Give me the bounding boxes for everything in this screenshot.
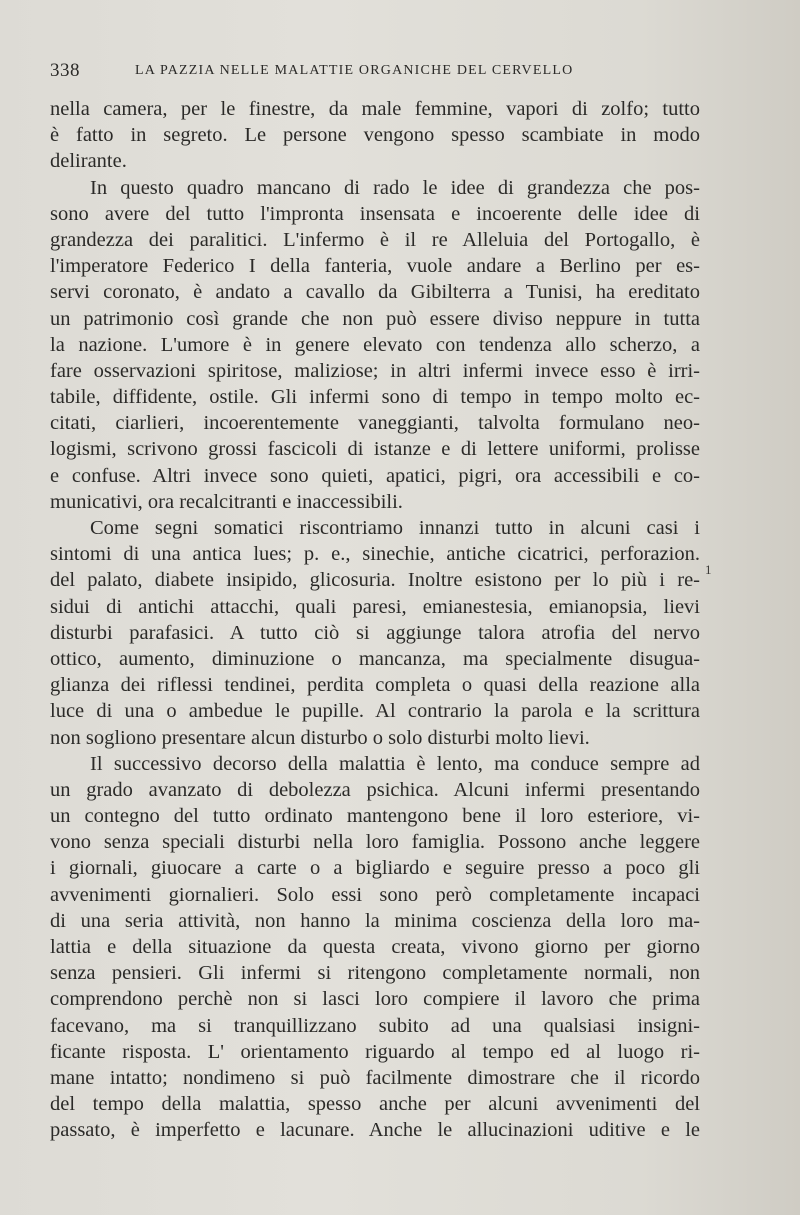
text-line: e confuse. Altri invece sono quieti, apatici, pigri, ora accessibili e co- (50, 464, 700, 487)
text-line: Come segni somatici riscontriamo innanzi tutto in alcuni casi i (90, 517, 700, 539)
text-line: fare osservazioni spiritose, maliziose; in altri infermi invece esso è irri- (50, 359, 700, 382)
text-line: logismi, scrivono grossi fascicoli di istanze e di lettere uniformi, prolisse (50, 438, 700, 461)
text-line: In questo quadro mancano di rado le idee di grandezza che pos- (90, 176, 700, 199)
text-line: facevano, ma si tranquillizzano subito ad una qualsiasi insigni- (50, 1014, 700, 1037)
text-line: servi coronato, è andato a cavallo da Gibilterra a Tunisi, ha ereditato (50, 281, 700, 304)
text-line: è fatto in segreto. Le persone vengono spesso scambiate in modo (50, 124, 700, 147)
text-line: glianza dei riflessi tendinei, perdita completa o quasi della reazione alla (50, 674, 700, 697)
text-line: del tempo della malattia, spesso anche per alcuni avvenimenti del (50, 1093, 700, 1116)
text-line: di una seria attività, non hanno la minima coscienza della loro ma- (50, 909, 700, 932)
text-line: vono senza speciali disturbi nella loro famiglia. Possono anche leggere (50, 831, 700, 854)
text-line: tabile, diffidente, ostile. Gli infermi sono di tempo in tempo molto ec- (50, 386, 700, 409)
body-text (50, 96, 700, 1144)
text-line: non sogliono presentare alcun disturbo o solo disturbi molto lievi. (50, 726, 590, 749)
text-line: disturbi parafasici. A tutto ciò si aggiunge talora atrofia del nervo (50, 621, 700, 644)
text-line: i giornali, giuocare a carte o a bigliardo e seguire presso a poco gli (50, 857, 700, 880)
page-header (50, 60, 700, 88)
text-line: luce di una o ambedue le pupille. Al contrario la parola e la scrittura (50, 700, 700, 723)
text-line: nella camera, per le finestre, da male femmine, vapori di zolfo; tutto (50, 98, 700, 120)
text-line: comprendono perchè non si lasci loro compiere il lavoro che prima (50, 988, 700, 1011)
text-line: citati, ciarlieri, incoerentemente vaneggianti, talvolta formulano neo- (50, 412, 700, 435)
text-line: un contegno del tutto ordinato mantengono bene il loro esteriore, vi- (50, 805, 700, 828)
text-line: sintomi di una antica lues; p. e., sinechie, antiche cicatrici, perforazion. (50, 543, 700, 566)
text-line: mane intatto; nondimeno si può facilmente dimostrare che il ricordo (50, 1066, 700, 1089)
text-line: avvenimenti giornalieri. Solo essi sono però completamente incapaci (50, 883, 700, 906)
text-line: ficante risposta. L' orientamento riguardo al tempo ed al luogo ri- (50, 1040, 700, 1063)
text-line: municativi, ora recalcitranti e inaccessibili. (50, 490, 403, 513)
text-line: la nazione. L'umore è in genere elevato con tendenza allo scherzo, a (50, 333, 700, 356)
text-line: grandezza dei paralitici. L'infermo è il re Alleluia del Portogallo, è (50, 228, 700, 251)
margin-note: 1 (705, 562, 712, 577)
text-line: Il successivo decorso della malattia è lento, ma conduce sempre ad (90, 752, 700, 775)
text-line: passato, è imperfetto e lacunare. Anche le allucinazioni uditive e le (50, 1119, 700, 1142)
text-line: lattia e della situazione da questa creata, vivono giorno per giorno (50, 936, 700, 958)
text-line: del palato, diabete insipido, glicosuria. Inoltre esistono per lo più i re- (50, 569, 700, 592)
text-line: sono avere del tutto l'impronta insensata e incoerente delle idee di (50, 202, 700, 225)
text-line: un grado avanzato di debolezza psichica. Alcuni infermi presentando (50, 778, 700, 801)
text-line: ottico, aumento, diminuzione o mancanza, ma specialmente disugua- (50, 647, 700, 670)
text-line: sidui di antichi attacchi, quali paresi, emianestesia, emianopsia, lievi (50, 595, 700, 618)
text-line: delirante. (50, 150, 127, 173)
text-line: un patrimonio così grande che non può essere diviso neppure in tutta (50, 307, 700, 330)
running-head: LA PAZZIA NELLE MALATTIE ORGANICHE DEL CERVELLO (135, 63, 574, 78)
page-number: 338 (50, 60, 80, 81)
text-line: l'imperatore Federico I della fanteria, vuole andare a Berlino per es- (50, 255, 700, 278)
text-line: senza pensieri. Gli infermi si ritengono completamente normali, non (50, 962, 700, 985)
